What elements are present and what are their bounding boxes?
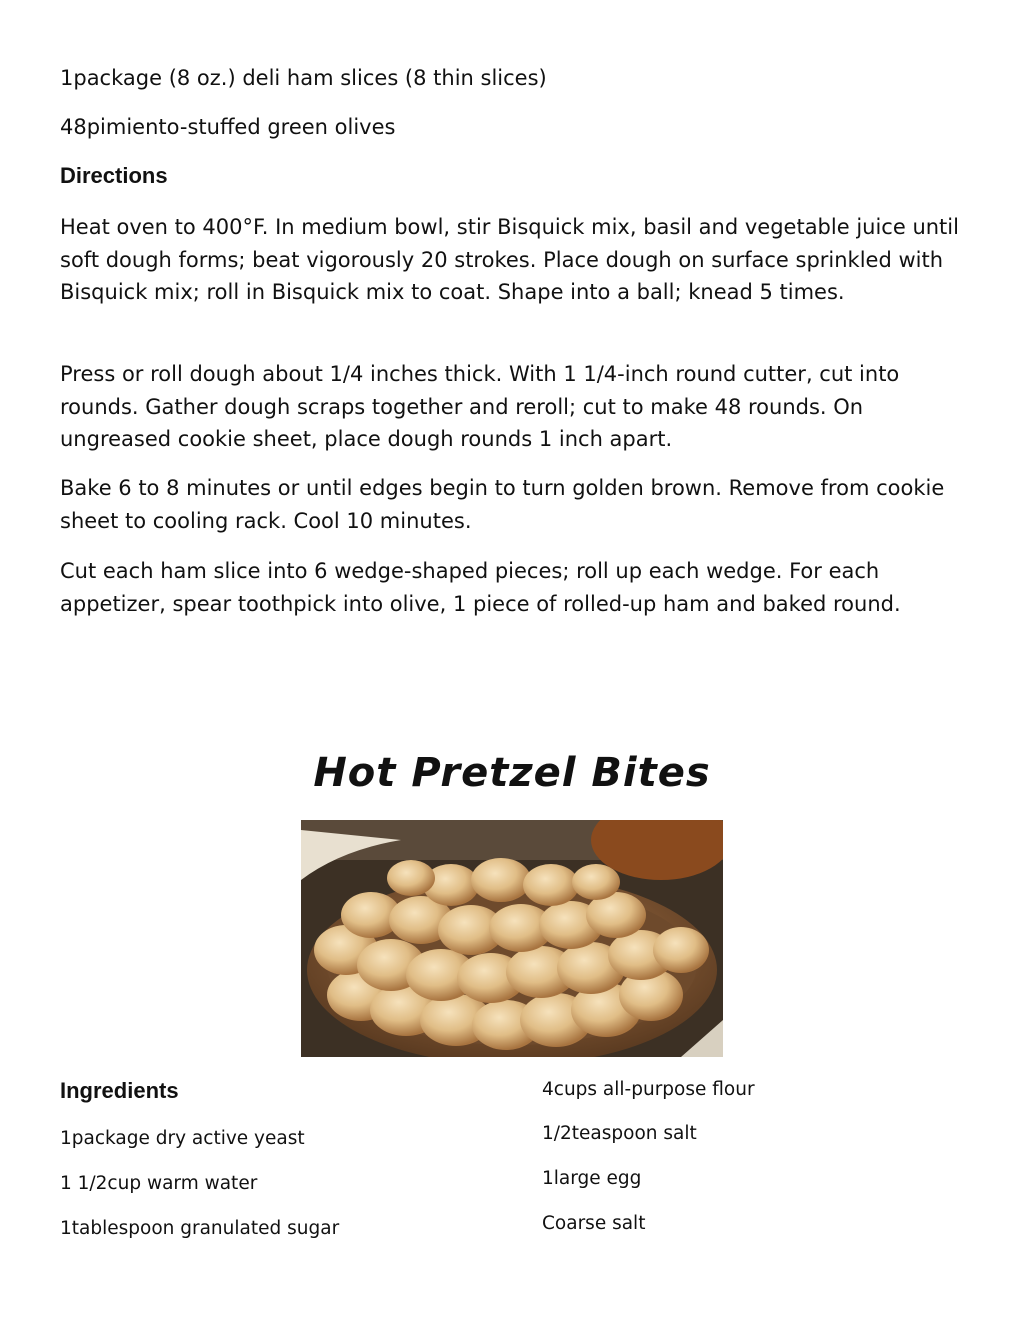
direction-step-2: Press or roll dough about 1/4 inches thick. With 1 1/4-inch round cutter, cut into rounds. Gather dough scraps together and reroll; cut to make 48 rounds. On ungreased cookie sheet, place dough rounds 1 inch apart.	[60, 362, 900, 451]
ingredient-olives: 48pimiento-stuffed green olives	[60, 115, 396, 139]
ingredient-flour: 4cups all-purpose flour	[542, 1079, 755, 1100]
recipe-title: Hot Pretzel Bites	[313, 750, 711, 796]
ingredients-heading: Ingredients	[60, 1078, 179, 1103]
ingredient-egg: 1large egg	[542, 1168, 642, 1189]
direction-step-4: Cut each ham slice into 6 wedge-shaped pieces; roll up each wedge. For each appetizer, spear toothpick into olive, 1 piece of rolled-up ham and baked round.	[60, 559, 901, 616]
ingredient-yeast: 1package dry active yeast	[60, 1128, 305, 1149]
directions-heading: Directions	[60, 163, 168, 188]
ingredient-sugar: 1tablespoon granulated sugar	[60, 1218, 340, 1239]
direction-step-1: Heat oven to 400°F. In medium bowl, stir Bisquick mix, basil and vegetable juice until soft dough forms; beat vigorously 20 strokes. Place dough on surface sprinkled with Bisquick mix; roll in Bisquick mix to coat. Shape into a ball; knead 5 times.	[60, 215, 959, 304]
ingredient-ham: 1package (8 oz.) deli ham slices (8 thin slices)	[60, 66, 547, 90]
ingredient-water: 1 1/2cup warm water	[60, 1173, 258, 1194]
direction-step-3: Bake 6 to 8 minutes or until edges begin to turn golden brown. Remove from cookie sheet to cooling rack. Cool 10 minutes.	[60, 476, 945, 533]
pretzel-bites-photo	[301, 820, 723, 1057]
pretzel-bites-illustration	[301, 820, 723, 1057]
ingredient-coarse-salt: Coarse salt	[542, 1213, 646, 1234]
ingredient-salt: 1/2teaspoon salt	[542, 1123, 697, 1144]
